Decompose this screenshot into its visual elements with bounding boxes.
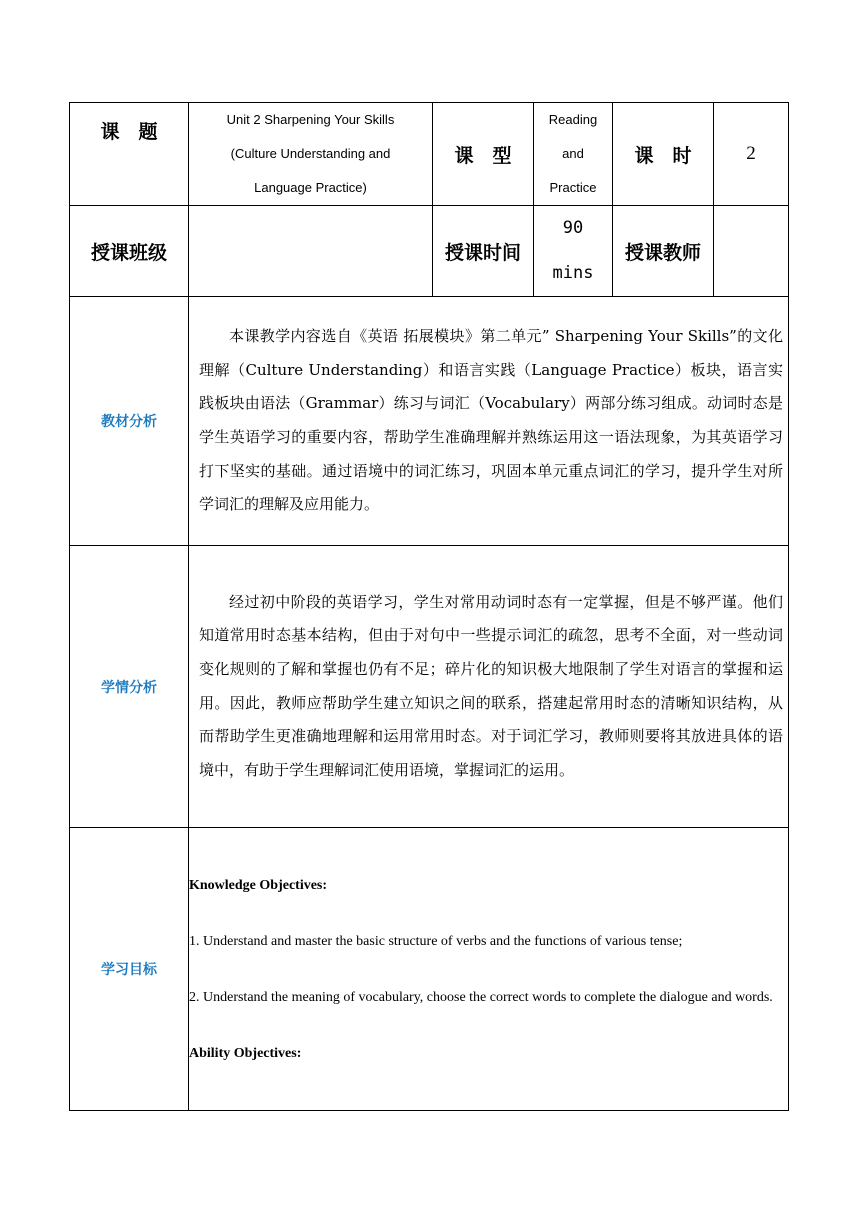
topic-line: Unit 2 Sharpening Your Skills	[226, 112, 395, 127]
hours-value: 2	[714, 103, 789, 206]
objectives-row	[70, 828, 789, 1111]
header-row-1	[70, 103, 789, 206]
hours-label: 课 时	[613, 103, 714, 206]
students-row	[70, 546, 789, 828]
lesson-plan-table	[69, 102, 789, 1111]
topic-line: (Culture Understanding and	[230, 146, 391, 161]
objectives-label: 学习目标	[70, 828, 189, 1111]
teacher-label: 授课教师	[613, 206, 714, 297]
objectives-cell	[189, 828, 789, 1111]
type-line: Practice	[549, 180, 597, 195]
topic-line: Language Practice)	[254, 180, 367, 195]
students-label: 学情分析	[70, 546, 189, 828]
type-line: and	[562, 146, 584, 161]
material-text: 本课教学内容选自《英语 拓展模块》第二单元” Sharpening Your Skills”的文化理解（Culture Understanding）和语言实践（Language Practice）板块，语言实践板块由语法（Grammar）练习与词汇（Vocabulary）两部分练习组成。动词时态是学生英语学习的重要内容，帮助学生准确理解并熟练运用这一语法现象，为其英语学习打下坚实的基础。通过语境中的词汇练习，巩固本单元重点词汇的学习，提升学生对所学词汇的理解及应用能力。	[199, 327, 783, 514]
class-value	[189, 206, 433, 297]
topic-label: 课 题	[70, 103, 189, 206]
type-cell	[534, 103, 613, 206]
time-line: 90	[562, 218, 584, 238]
teacher-value	[714, 206, 789, 297]
header-row-2	[70, 206, 789, 297]
students-cell	[189, 546, 789, 828]
material-cell	[189, 297, 789, 546]
material-label: 教材分析	[70, 297, 189, 546]
knowledge-item-1: 1. Understand and master the basic structure of verbs and the functions of various tense;	[189, 933, 683, 949]
type-line: Reading	[548, 112, 598, 127]
topic-cell	[189, 103, 433, 206]
material-row	[70, 297, 789, 546]
knowledge-item-2: 2. Understand the meaning of vocabulary, choose the correct words to complete the dialogue and words.	[189, 989, 773, 1005]
class-label: 授课班级	[70, 206, 189, 297]
time-line: mins	[552, 263, 594, 283]
knowledge-heading: Knowledge Objectives:	[189, 877, 328, 893]
type-label: 课 型	[433, 103, 534, 206]
students-text: 经过初中阶段的英语学习，学生对常用动词时态有一定掌握，但是不够严谨。他们知道常用时态基本结构，但由于对句中一些提示词汇的疏忽，思考不全面，对一些动词变化规则的了解和掌握也仍有不足；碎片化的知识极大地限制了学生对语言的掌握和运用。因此，教师应帮助学生建立知识之间的联系，搭建起常用时态的清晰知识结构，从而帮助学生更准确地理解和运用常用时态。对于词汇学习，教师则要将其放进具体的语境中，有助于学生理解词汇使用语境，掌握词汇的运用。	[199, 592, 783, 779]
time-label: 授课时间	[433, 206, 534, 297]
time-cell	[534, 206, 613, 297]
ability-heading: Ability Objectives:	[189, 1045, 302, 1061]
